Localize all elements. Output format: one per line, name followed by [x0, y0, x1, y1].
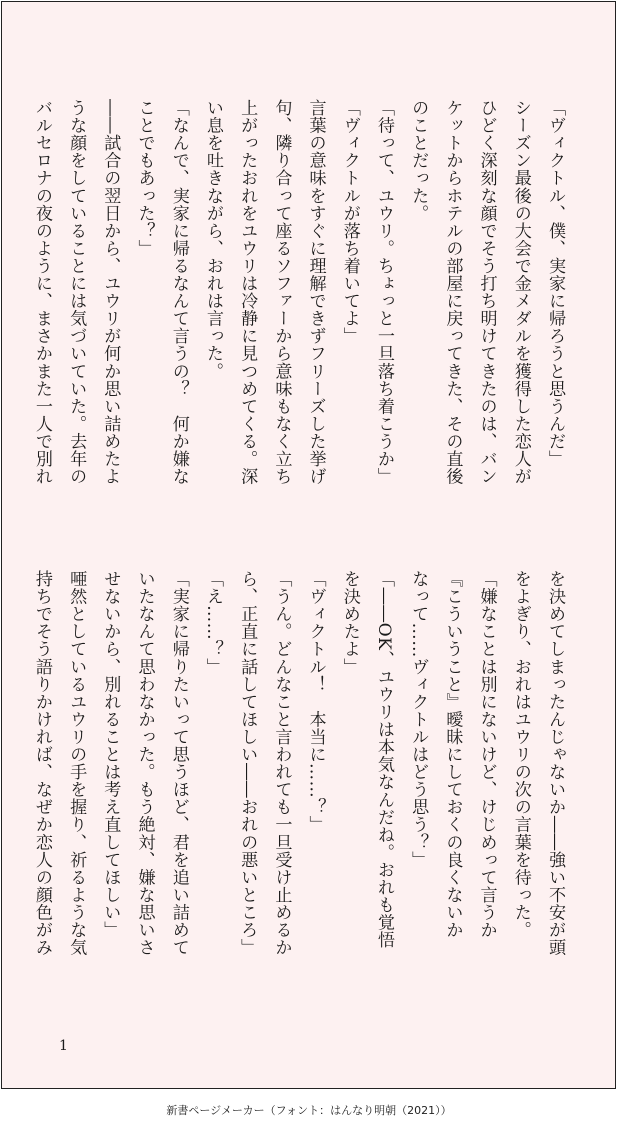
text-line: 「うん。どんなこと言われても一旦受け止めるか	[271, 570, 292, 957]
upper-text-block	[31, 99, 572, 529]
text-line: うな顔をしていることには気づいていた。去年の	[66, 99, 87, 486]
text-line: 「待って、ユウリ。ちょっと一旦落ち着こうか」	[373, 99, 394, 486]
text-line: 「なんで、実家に帰るなんて言うの？ 何か嫌な	[168, 99, 189, 486]
text-line: 言葉の意味をすぐに理解できずフリーズした挙げ	[305, 99, 326, 486]
text-line: のことだった。	[408, 99, 429, 222]
text-line: 「ヴィクトルが落ち着いてよ」	[339, 99, 360, 345]
text-line: ――試合の翌日から、ユウリが何か思い詰めたよ	[100, 99, 121, 486]
text-line: 「ヴィクトル！ 本当に……？」	[305, 570, 326, 834]
page-number: 1	[59, 1038, 68, 1054]
text-line: いたなんて思わなかった。もう絶対、嫌な思いさ	[134, 570, 155, 957]
text-line: 唖然としているユウリの手を握り、祈るような気	[66, 570, 87, 957]
text-line: なって……ヴィクトルはどう思う？」	[408, 570, 429, 869]
text-line: ケットからホテルの部屋に戻ってきた、その直後	[442, 99, 463, 486]
text-line: 持ちでそう語りかければ、なぜか恋人の顔色がみ	[31, 570, 52, 957]
text-line: 「嫌なことは別にないけど、けじめって言うか	[476, 570, 497, 939]
text-line: を決めてしまったんじゃないか――強い不安が頭	[545, 570, 565, 957]
text-line: 上がったおれをユウリは冷静に見つめてくる。深	[237, 99, 258, 486]
text-line: ひどく深刻な顔でそう打ち明けてきたのは、バン	[476, 99, 497, 486]
text-line: 「実家に帰りたいって思うほど、君を追い詰めて	[168, 570, 189, 957]
text-line: 「――OK、ユウリは本気なんだね。おれも覚悟	[373, 570, 394, 949]
text-line: 「ヴィクトル、僕、実家に帰ろうと思うんだ」	[545, 99, 565, 468]
text-line: せないから、別れることは考え直してほしい」	[100, 570, 121, 939]
generator-credit: 新書ページメーカー（フォント：はんなり明朝（2021））	[166, 1104, 452, 1117]
text-line: バルセロナの夜のように、まさかまた一人で別れ	[31, 99, 52, 486]
lower-text-block	[31, 570, 572, 1000]
text-line: を決めたよ」	[339, 570, 360, 676]
text-line: をよぎり、おれはユウリの次の言葉を待った。	[510, 570, 531, 939]
text-line: 句、隣り合って座るソファーから意味もなく立ち	[271, 99, 292, 486]
text-line: 「え……？」	[202, 570, 223, 676]
book-page	[1, 1, 616, 1089]
text-line: シーズン最後の大会で金メダルを獲得した恋人が	[510, 99, 531, 486]
text-line: ことでもあった？」	[134, 99, 155, 257]
text-line: 『こういうこと』曖昧にしておくの良くないか	[442, 570, 463, 939]
text-line: い息を吐きながら、おれは言った。	[202, 99, 223, 380]
text-line: ら、正直に話してほしい――おれの悪いところ」	[237, 570, 258, 957]
